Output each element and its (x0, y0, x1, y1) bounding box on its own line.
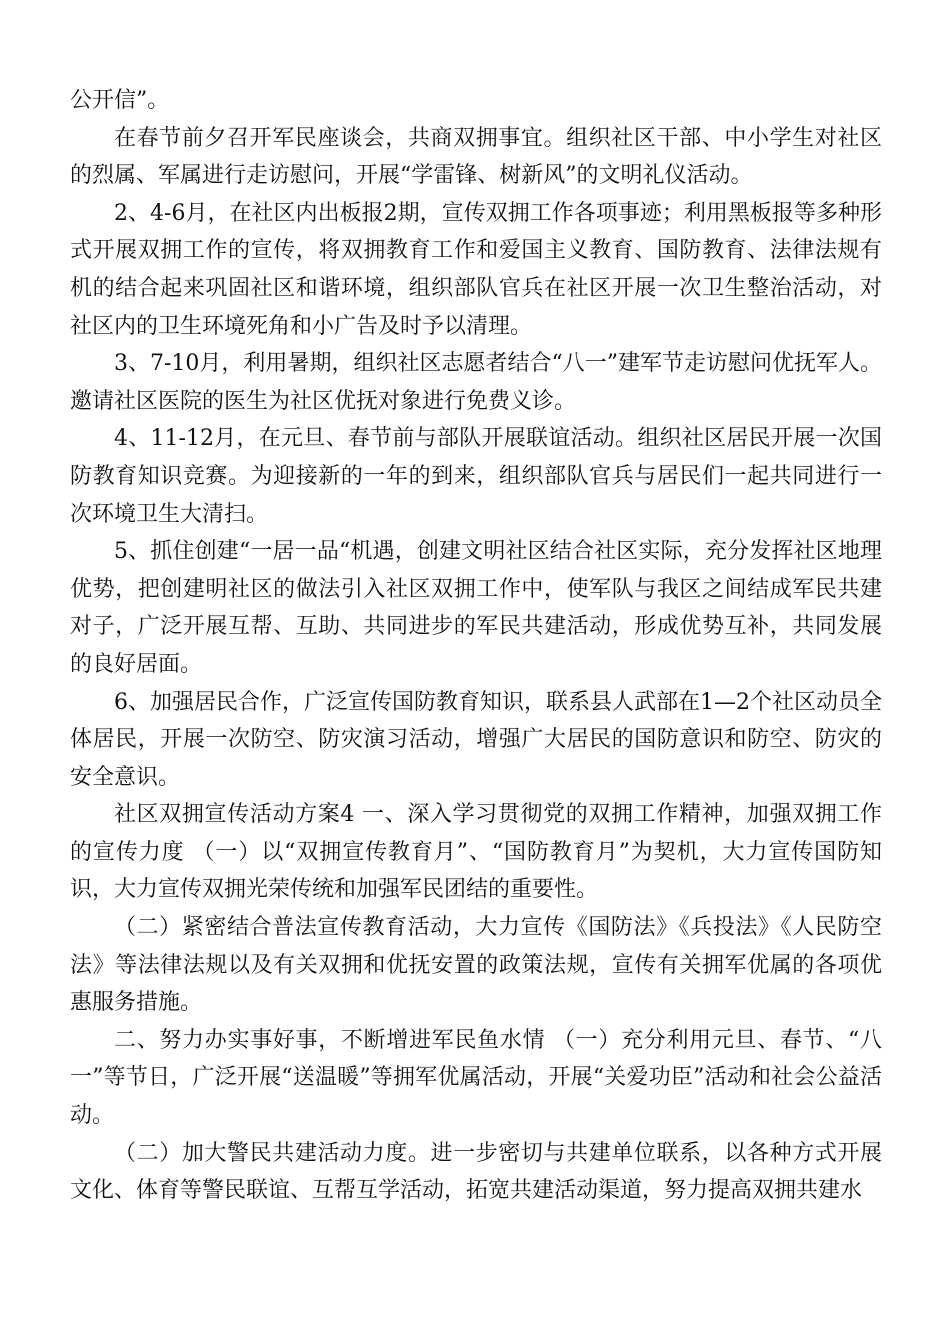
paragraph-6: 5、抓住创建“一居一品“机遇，创建文明社区结合社区实际，充分发挥社区地理优势，把创建明社区的做法引入社区双拥工作中，使军队与我区之间结成军民共建对子，广泛开展互帮、互助、共同进步的军民共建活动，形成优势互补，共同发展的良好居面。 (70, 539, 882, 677)
paragraph-7: 6、加强居民合作，广泛宣传国防教育知识，联系县人武部在1—2个社区动员全体居民，开展一次防空、防灾演习活动，增强广大居民的国防意识和防空、防灾的安全意识。 (70, 689, 882, 790)
paragraph-11: （二）加大警民共建活动力度。进一步密切与共建单位联系，以各种方式开展文化、体育等警民联谊、互帮互学活动，拓宽共建活动渠道，努力提高双拥共建水 (70, 1140, 882, 1204)
paragraph-4: 3、7-10月，利用暑期，组织社区志愿者结合“八一”建军节走访慰问优抚军人。邀请社区医院的医生为社区优抚对象进行免费义诊。 (70, 351, 882, 414)
paragraph-5: 4、11-12月，在元旦、春节前与部队开展联谊活动。组织社区居民开展一次国防教育知识竞赛。为迎接新的一年的到来，组织部队官兵与居民们一起共同进行一次环境卫生大清扫。 (70, 426, 882, 527)
paragraph-10: 二、努力办实事好事，不断增进军民鱼水情 （一）充分利用元旦、春节、“八一”等节日，广泛开展“送温暖”等拥军优属活动，开展“关爱功臣”活动和社会公益活动。 (70, 1027, 882, 1129)
paragraph-1: 公开信”。 (70, 88, 170, 113)
paragraph-2: 在春节前夕召开军民座谈会，共商双拥事宜。组织社区干部、中小学生对社区的烈属、军属进行走访慰问，开展“学雷锋、树新风”的文明礼仪活动。 (70, 125, 882, 189)
paragraph-8: 社区双拥宣传活动方案4 一、深入学习贯彻党的双拥工作精神，加强双拥工作的宣传力度 （一）以“双拥宣传教育月”、“国防教育月”为契机，大力宣传国防知识，大力宣传双拥光荣传统和加强军民团结的重要性。 (70, 802, 882, 903)
paragraph-9: （二）紧密结合普法宣传教育活动，大力宣传《国防法》《兵投法》《人民防空法》等法律法规以及有关双拥和优抚安置的政策法规，宣传有关拥军优属的各项优惠服务措施。 (70, 915, 882, 1016)
paragraph-3: 2、4-6月，在社区内出板报2期，宣传双拥工作各项事迹；利用黑板报等多种形式开展双拥工作的宣传，将双拥教育工作和爱国主义教育、国防教育、法律法规有机的结合起来巩固社区和谐环境，组织部队官兵在社区开展一次卫生整治活动，对社区内的卫生环境死角和小广告及时予以清理。 (70, 200, 882, 339)
document-body (70, 82, 882, 1210)
